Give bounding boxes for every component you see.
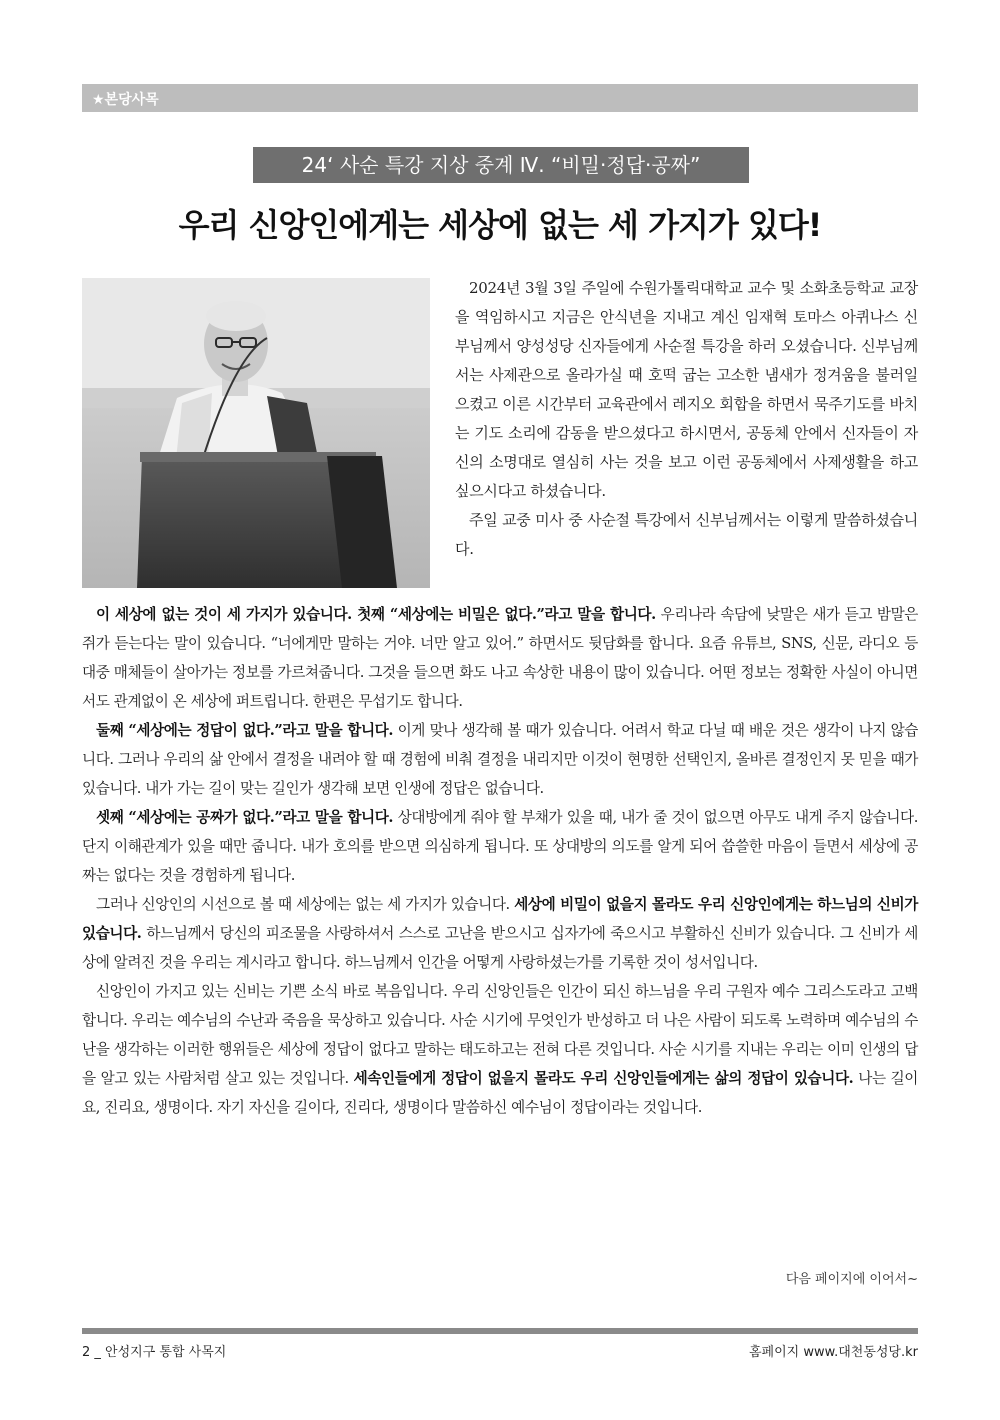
article-title: 우리 신앙인에게는 세상에 없는 세 가지가 있다! bbox=[178, 206, 822, 244]
body-paragraph bbox=[82, 716, 918, 803]
intro-paragraph: 2024년 3월 3일 주일에 수원가톨릭대학교 교수 및 소화초등학교 교장을 역임하시고 지금은 안식년을 지내고 계신 임재혁 토마스 아퀴나스 신부님께서 양성성당 신자들에게 사순절 특강을 하러 오셨습니다. 신부님께서는 사제관으로 올라가실 때 호떡 굽는 고소한 냄새가 정겨움을 불러일으켰고 이른 시간부터 교육관에서 레지오 회합을 하면서 묵주기도를 바치는 기도 소리에 감동을 받으셨다고 하시면서, 공동체 안에서 신자들이 자신의 소명대로 열심히 사는 것을 보고 이런 공동체에서 사제생활을 하고 싶으시다고 하셨습니다. bbox=[455, 279, 918, 500]
bold-statement: 세상에 비밀이 없을지 몰라도 우리 신앙인에게는 하느님의 신비가 있습니다. bbox=[82, 896, 918, 942]
footer-page-info: 2 _ 안성지구 통합 사목지 bbox=[82, 1345, 227, 1360]
bold-statement: 세속인들에게 정답이 없을지 몰라도 우리 신앙인들에게는 삶의 정답이 있습니다. bbox=[353, 1070, 854, 1087]
section-header-bar bbox=[82, 84, 918, 112]
priest-photo-image bbox=[82, 278, 430, 588]
footer-homepage: 홈페이지 www.대천동성당.kr bbox=[749, 1345, 918, 1360]
body-paragraph bbox=[82, 803, 918, 890]
article-body bbox=[82, 600, 918, 1122]
paragraph-text: 그러나 신앙인의 시선으로 볼 때 세상에는 없는 세 가지가 있습니다. bbox=[96, 896, 515, 913]
paragraph-text: 신앙인이 가지고 있는 신비는 기쁜 소식 바로 복음입니다. 우리 신앙인들은 인간이 되신 하느님을 우리 구원자 예수 그리스도라고 고백합니다. 우리는 예수님의 수난과 죽음을 묵상하고 있습니다. 사순 시기에 무엇인가 반성하고 더 나은 사람이 되도록 노력하며 예수님의 수난을 생각하는 이러한 행위들은 세상에 정답이 없다고 말하는 태도하고는 전혀 다른 것입니다. 사순 시기를 지내는 우리는 이미 인생의 답을 알고 있는 사람처럼 살고 있는 것입니다. bbox=[82, 983, 918, 1087]
paragraph-text: 우리나라 속담에 낮말은 새가 듣고 밤말은 쥐가 듣는다는 말이 있습니다. “너에게만 말하는 거야. 너만 알고 있어.” 하면서도 뒷담화를 합니다. 요즘 유튜브, SNS, 신문, 라디오 등 대중 매체들이 살아가는 정보를 가르쳐줍니다. 그것을 들으면 화도 나고 속상한 내용이 많이 있습니다. 어떤 정보는 정확한 사실이 아니면서도 관계없이 온 세상에 퍼트립니다. 한편은 무섭기도 합니다. bbox=[82, 606, 919, 710]
body-paragraph bbox=[82, 890, 918, 977]
bold-statement: 셋째 “세상에는 공짜가 없다.”라고 말을 합니다. bbox=[96, 809, 394, 826]
paragraph-text: 하느님께서 당신의 피조물을 사랑하셔서 스스로 고난을 받으시고 십자가에 죽으시고 부활하신 신비가 있습니다. 그 신비가 세상에 알려진 것을 우리는 계시라고 합니다. 하느님께서 인간을 어떻게 사랑하셨는가를 기록한 것이 성서입니다. bbox=[82, 925, 918, 971]
bold-statement: 이 세상에 없는 것이 세 가지가 있습니다. 첫째 “세상에는 비밀은 없다.”라고 말을 합니다. bbox=[96, 606, 656, 623]
intro-text bbox=[455, 274, 918, 564]
body-paragraph bbox=[82, 977, 918, 1122]
footer-rule bbox=[82, 1328, 918, 1334]
section-label: ★본당사목 bbox=[92, 92, 159, 108]
subtitle-banner: 24‘ 사순 특강 지상 중계 Ⅳ. “비밀·정답·공짜” bbox=[253, 147, 749, 183]
intro-paragraph: 주일 교중 미사 중 사순절 특강에서 신부님께서는 이렇게 말씀하셨습니다. bbox=[455, 511, 918, 558]
paragraph-text: 상대방에게 줘야 할 부채가 있을 때, 내가 줄 것이 없으면 아무도 내게 주지 않습니다. 단지 이해관계가 있을 때만 줍니다. 내가 호의를 받으면 의심하게 됩니다. 또 상대방의 의도를 알게 되어 씁쓸한 마음이 들면서 세상에 공짜는 없다는 것을 경험하게 됩니다. bbox=[82, 809, 918, 884]
body-paragraph bbox=[82, 600, 918, 716]
paragraph-text: 이게 맞나 생각해 볼 때가 있습니다. 어려서 학교 다닐 때 배운 것은 생각이 나지 않습니다. 그러나 우리의 삶 안에서 결정을 내려야 할 때 경험에 비춰 결정을 내리지만 이것이 현명한 선택인지, 올바른 결정인지 못 믿을 때가 있습니다. 내가 가는 길이 맞는 길인가 생각해 보면 인생에 정답은 없습니다. bbox=[82, 722, 918, 797]
bold-statement: 둘째 “세상에는 정답이 없다.”라고 말을 합니다. bbox=[96, 722, 394, 739]
priest-photo bbox=[82, 278, 430, 588]
paragraph-text: 나는 길이요, 진리요, 생명이다. 자기 자신을 길이다, 진리다, 생명이다 말씀하신 예수님이 정답이라는 것입니다. bbox=[82, 1070, 918, 1116]
continued-note: 다음 페이지에 이어서~ bbox=[785, 1272, 918, 1287]
